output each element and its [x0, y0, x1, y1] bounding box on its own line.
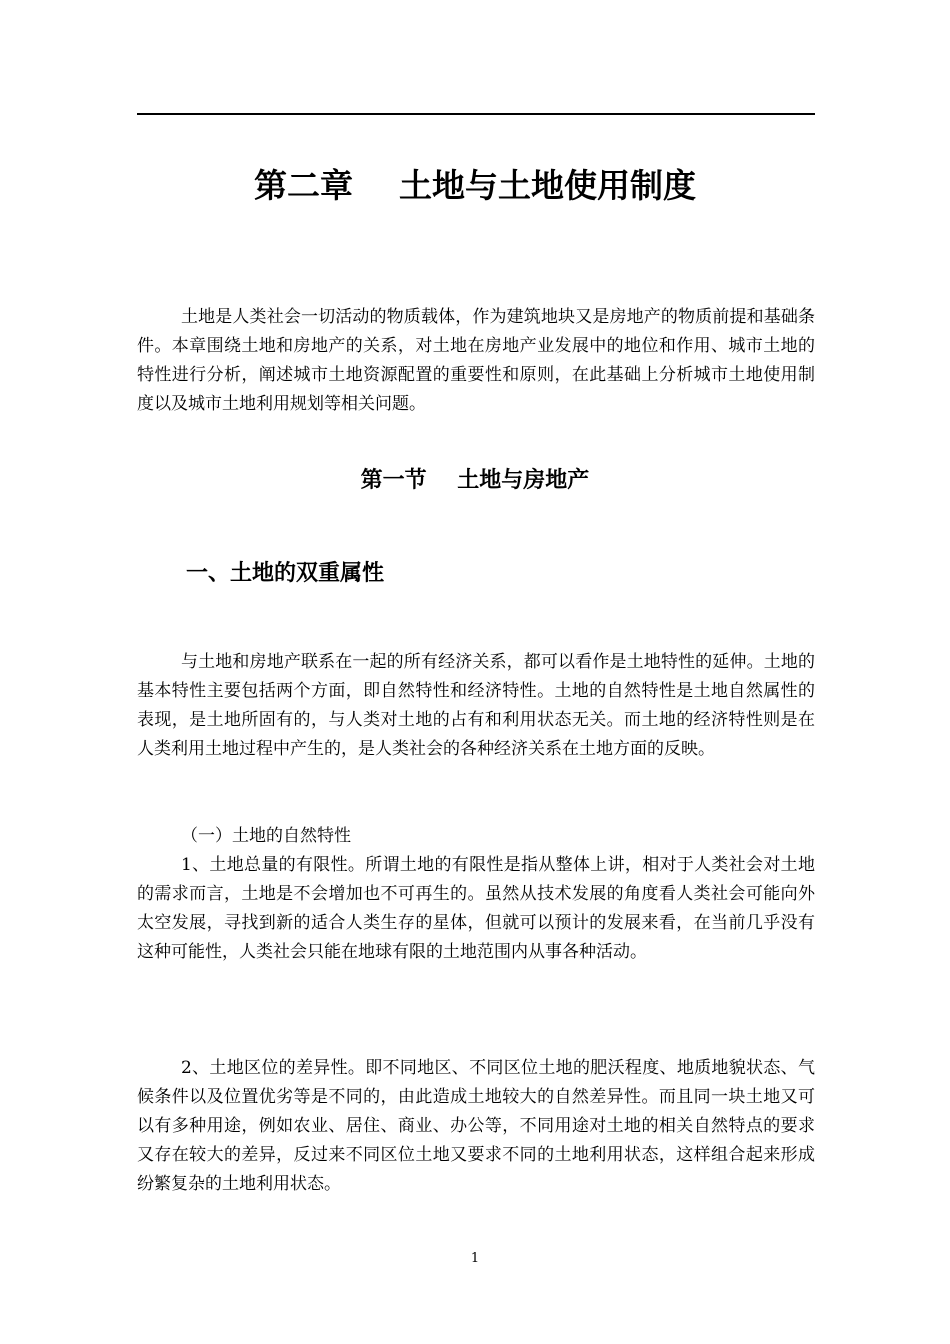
chapter-title: 第二章 土地与土地使用制度 — [254, 166, 696, 205]
paragraph-location-difference: 2、土地区位的差异性。即不同地区、不同区位土地的肥沃程度、地质地貌状态、气候条件以及位置优劣等是不同的，由此造成土地较大的自然差异性。而且同一块土地又可以有多种用途，例如农业、居住、商业、办公等，不同用途对土地的相关自然特点的要求又存在较大的差异，反过来不同区位土地又要求不同的土地利用状态，这样组合起来形成纷繁复杂的土地利用状态。 — [137, 1058, 815, 1194]
subsection-title: 一、土地的双重属性 — [186, 561, 385, 586]
intro-paragraph: 土地是人类社会一切活动的物质载体，作为建筑地块又是房地产的物质前提和基础条件。本章围绕土地和房地产的关系，对土地在房地产业发展中的地位和作用、城市土地的特性进行分析，阐述城市土地资源配置的重要性和原则，在此基础上分析城市土地使用制度以及城市土地利用规划等相关问题。 — [137, 307, 815, 414]
paragraph-land-finiteness: 1、土地总量的有限性。所谓土地的有限性是指从整体上讲，相对于人类社会对土地的需求而言，土地是不会增加也不可再生的。虽然从技术发展的角度看人类社会可能向外太空发展，寻找到新的适合人类生存的星体，但就可以预计的发展来看，在当前几乎没有这种可能性，人类社会只能在地球有限的土地范围内从事各种活动。 — [137, 855, 815, 962]
page-number: 1 — [470, 1251, 480, 1266]
section-title: 第一节 土地与房地产 — [360, 468, 590, 493]
paragraph-dual-attributes: 与土地和房地产联系在一起的所有经济关系，都可以看作是土地特性的延伸。土地的基本特性主要包括两个方面，即自然特性和经济特性。土地的自然特性是土地自然属性的表现，是土地所固有的，与人类对土地的占有和利用状态无关。而土地的经济特性则是在人类利用土地过程中产生的，是人类社会的各种经济关系在土地方面的反映。 — [137, 652, 815, 759]
header-rule — [137, 113, 815, 115]
sub-heading-natural-characteristics: （一）土地的自然特性 — [181, 826, 351, 846]
